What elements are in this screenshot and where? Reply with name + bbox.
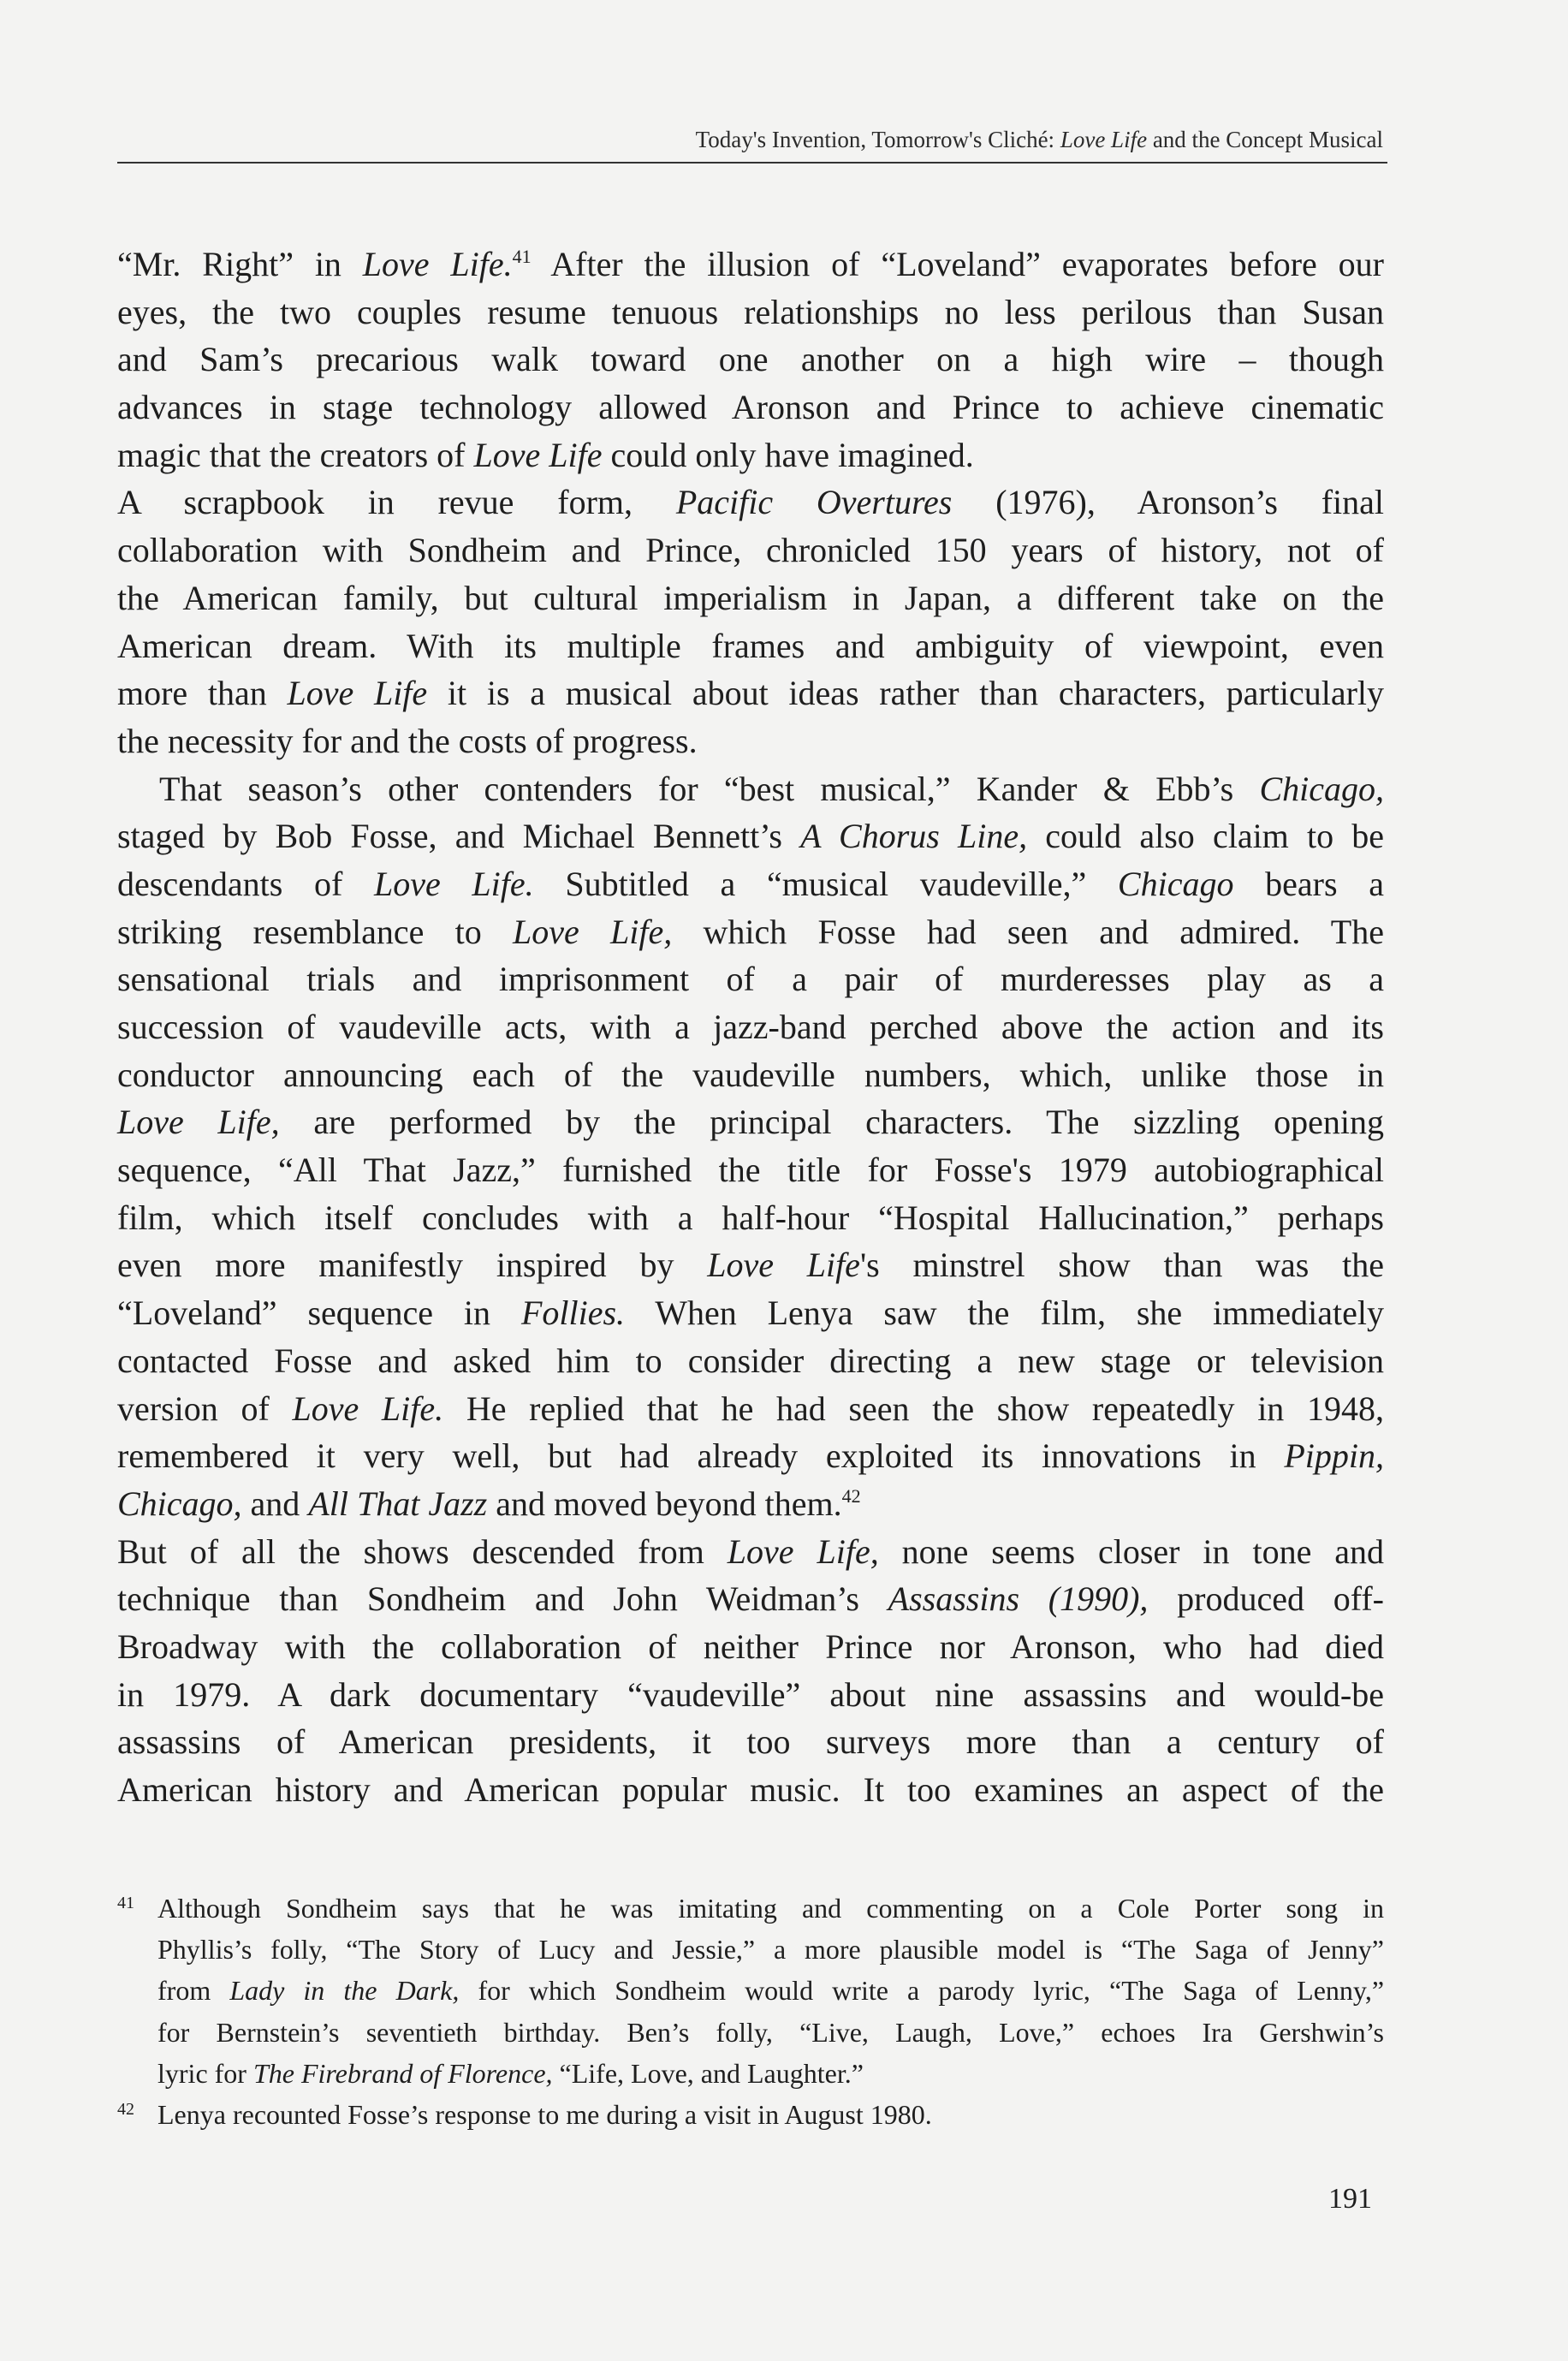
text-line bbox=[117, 1337, 1384, 1385]
text-line bbox=[117, 1623, 1384, 1671]
text-line bbox=[117, 1051, 1384, 1099]
text-line bbox=[117, 1671, 1384, 1719]
text-run: the necessity for and the costs of progress. bbox=[117, 721, 698, 760]
text-run: lyric for bbox=[157, 2057, 253, 2089]
italic-text: Assassins (1990), bbox=[888, 1579, 1149, 1619]
paragraph bbox=[117, 765, 1384, 1528]
text-run: more than bbox=[117, 674, 288, 713]
running-head bbox=[696, 127, 1383, 153]
text-run: from bbox=[157, 1975, 230, 2007]
text-run: and moved beyond them. bbox=[487, 1484, 842, 1523]
text-line bbox=[117, 574, 1384, 622]
text-run: succession of vaudeville acts, with a jazz-band perched above the action and its bbox=[117, 1008, 1384, 1046]
text-line bbox=[117, 860, 1384, 908]
text-line bbox=[117, 1098, 1384, 1146]
text-line bbox=[117, 1480, 1384, 1528]
text-run: Phyllis’s folly, “The Story of Lucy and Jessie,” a more plausible model is “The Saga of Jenny” bbox=[157, 1934, 1384, 1966]
text-run: striking resemblance to bbox=[117, 912, 513, 951]
text-line bbox=[117, 955, 1384, 1003]
text-run: which Fosse had seen and admired. The bbox=[672, 912, 1384, 951]
italic-text: Chicago, bbox=[1259, 769, 1384, 808]
text-run: could also claim to be bbox=[1027, 817, 1385, 856]
italic-text: Love Life, bbox=[117, 1103, 280, 1142]
text-run: “Loveland” sequence in bbox=[117, 1293, 521, 1333]
text-line bbox=[117, 1385, 1384, 1433]
italic-text: Love Life bbox=[707, 1246, 860, 1285]
italic-text: The Firebrand of Florence, bbox=[252, 2057, 553, 2089]
header-rule bbox=[117, 162, 1387, 164]
text-run: Subtitled a “musical vaudeville,” bbox=[533, 864, 1118, 903]
paragraph bbox=[117, 1528, 1384, 1814]
text-run: He replied that he had seen the show repeatedly in 1948, bbox=[443, 1389, 1384, 1428]
text-run: are performed by the principal characters. The sizzling opening bbox=[279, 1103, 1384, 1142]
text-run: remembered it very well, but had already exploited its innovations in bbox=[117, 1436, 1285, 1476]
text-run: American history and American popular music. It too examines an aspect of the bbox=[117, 1770, 1384, 1809]
text-run: “Life, Love, and Laughter.” bbox=[552, 2057, 864, 2089]
text-line bbox=[117, 1289, 1384, 1337]
running-head-end: and the Concept Musical bbox=[1147, 127, 1383, 152]
text-line bbox=[117, 1241, 1384, 1289]
text-line bbox=[117, 479, 1384, 526]
footnote-number: 41 bbox=[117, 1894, 134, 1912]
text-run: could only have imagined. bbox=[602, 435, 974, 474]
text-run: it is a musical about ideas rather than characters, particularly bbox=[427, 674, 1385, 713]
text-run: bears a bbox=[1233, 864, 1384, 903]
text-run: produced off- bbox=[1148, 1579, 1384, 1619]
footnote-line bbox=[157, 2094, 1384, 2135]
footnote-reference[interactable]: 41 bbox=[512, 246, 532, 267]
text-run: A scrapbook in revue form, bbox=[117, 483, 676, 522]
text-line bbox=[117, 1432, 1384, 1480]
text-run: and bbox=[241, 1484, 309, 1523]
text-line bbox=[117, 812, 1384, 860]
text-line bbox=[117, 384, 1384, 431]
text-line bbox=[117, 1528, 1384, 1576]
text-line bbox=[117, 622, 1384, 670]
text-line bbox=[117, 336, 1384, 384]
text-run: But of all the shows descended from bbox=[117, 1531, 728, 1571]
text-run: even more manifestly inspired by bbox=[117, 1246, 708, 1285]
text-run: sensational trials and imprisonment of a pair of murderesses play as a bbox=[117, 960, 1384, 999]
text-run: Broadway with the collaboration of neither Prince nor Aronson, who had died bbox=[117, 1627, 1384, 1666]
footnote bbox=[117, 2094, 1384, 2135]
text-run: (1976), Aronson’s final bbox=[952, 483, 1385, 522]
text-run: After the illusion of “Loveland” evaporates before our bbox=[531, 245, 1384, 283]
footnote bbox=[117, 1888, 1384, 2094]
text-run: the American family, but cultural imperialism in Japan, a different take on the bbox=[117, 578, 1384, 617]
text-run: version of bbox=[117, 1389, 293, 1428]
text-line bbox=[117, 1146, 1384, 1194]
italic-text: Love Life. bbox=[292, 1389, 444, 1428]
italic-text: Love Life. bbox=[362, 245, 513, 283]
italic-text: Love Life. bbox=[373, 864, 534, 903]
italic-text: Pippin, bbox=[1284, 1436, 1384, 1476]
text-run: Lenya recounted Fosse’s response to me during a visit in August 1980. bbox=[157, 2098, 932, 2130]
italic-text: Lady in the Dark, bbox=[229, 1975, 460, 2007]
text-line bbox=[117, 1766, 1384, 1814]
italic-text: Chicago, bbox=[117, 1484, 242, 1523]
italic-text: Love Life bbox=[287, 674, 428, 713]
text-run: for which Sondheim would write a parody lyric, “The Saga of Lenny,” bbox=[459, 1975, 1385, 2007]
text-run: Although Sondheim says that he was imitating and commenting on a Cole Porter song in bbox=[157, 1893, 1384, 1924]
footnote-line bbox=[157, 2053, 1384, 2094]
text-run: “Mr. Right” in bbox=[117, 245, 363, 283]
text-line bbox=[117, 431, 1384, 479]
footnote-line bbox=[157, 1888, 1384, 1929]
text-run: advances in stage technology allowed Aronson and Prince to achieve cinematic bbox=[117, 388, 1384, 427]
text-run: magic that the creators of bbox=[117, 435, 474, 474]
text-line bbox=[117, 669, 1384, 717]
italic-text: A Chorus Line, bbox=[800, 817, 1028, 856]
footnotes bbox=[117, 1888, 1384, 2135]
footnote-line bbox=[157, 2012, 1384, 2053]
text-run: film, which itself concludes with a half-hour “Hospital Hallucination,” perhaps bbox=[117, 1198, 1384, 1237]
running-head-start: Today's Invention, Tomorrow's Cliché: bbox=[695, 127, 1060, 152]
text-run: technique than Sondheim and John Weidman’s bbox=[117, 1579, 888, 1619]
text-run: assassins of American presidents, it too surveys more than a century of bbox=[117, 1722, 1384, 1762]
italic-text: Love Life, bbox=[512, 912, 673, 951]
text-line bbox=[117, 526, 1384, 574]
running-head-title: Love Life bbox=[1060, 127, 1148, 152]
text-line bbox=[117, 1194, 1384, 1242]
text-run: When Lenya saw the film, she immediately bbox=[625, 1293, 1384, 1333]
italic-text: Follies. bbox=[520, 1293, 626, 1333]
text-line bbox=[117, 717, 1384, 765]
footnote-line bbox=[157, 1970, 1384, 2011]
text-line bbox=[117, 241, 1384, 288]
text-run: contacted Fosse and asked him to consider directing a new stage or television bbox=[117, 1341, 1384, 1380]
text-run: for Bernstein’s seventieth birthday. Ben’s folly, “Live, Laugh, Love,” echoes Ira Gershwin’s bbox=[157, 2016, 1384, 2048]
footnote-line bbox=[157, 1929, 1384, 1970]
italic-text: Pacific Overtures bbox=[675, 483, 953, 522]
text-line bbox=[117, 1718, 1384, 1766]
italic-text: Chicago bbox=[1117, 864, 1234, 903]
text-run: 's minstrel show than was the bbox=[859, 1246, 1385, 1285]
italic-text: Love Life bbox=[473, 435, 603, 474]
text-run: and Sam’s precarious walk toward one another on a high wire – though bbox=[117, 340, 1384, 379]
footnote-number: 42 bbox=[117, 2099, 134, 2119]
text-run: eyes, the two couples resume tenuous relationships no less perilous than Susan bbox=[117, 292, 1384, 331]
text-run: descendants of bbox=[117, 864, 374, 903]
text-line bbox=[117, 908, 1384, 956]
text-run: in 1979. A dark documentary “vaudeville” about nine assassins and would-be bbox=[117, 1674, 1384, 1714]
text-run: collaboration with Sondheim and Prince, chronicled 150 years of history, not of bbox=[117, 531, 1384, 570]
text-run: sequence, “All That Jazz,” furnished the title for Fosse's 1979 autobiographical bbox=[117, 1151, 1384, 1190]
paragraph bbox=[117, 241, 1384, 479]
paragraph bbox=[117, 479, 1384, 764]
text-line bbox=[117, 288, 1384, 336]
body-text bbox=[117, 241, 1384, 1814]
italic-text: All That Jazz bbox=[308, 1484, 488, 1523]
italic-text: Love Life, bbox=[727, 1531, 879, 1571]
text-run: none seems closer in tone and bbox=[878, 1531, 1384, 1571]
footnote-reference[interactable]: 42 bbox=[841, 1484, 861, 1507]
text-line bbox=[117, 1575, 1384, 1623]
text-run: American dream. With its multiple frames and ambiguity of viewpoint, even bbox=[117, 626, 1384, 665]
text-run: That season’s other contenders for “best musical,” Kander & Ebb’s bbox=[159, 769, 1260, 808]
text-line bbox=[117, 765, 1384, 813]
text-run: staged by Bob Fosse, and Michael Bennett’s bbox=[117, 817, 801, 856]
text-run: conductor announcing each of the vaudeville numbers, which, unlike those in bbox=[117, 1055, 1384, 1094]
text-line bbox=[117, 1003, 1384, 1051]
page-number: 191 bbox=[1328, 2183, 1372, 2215]
